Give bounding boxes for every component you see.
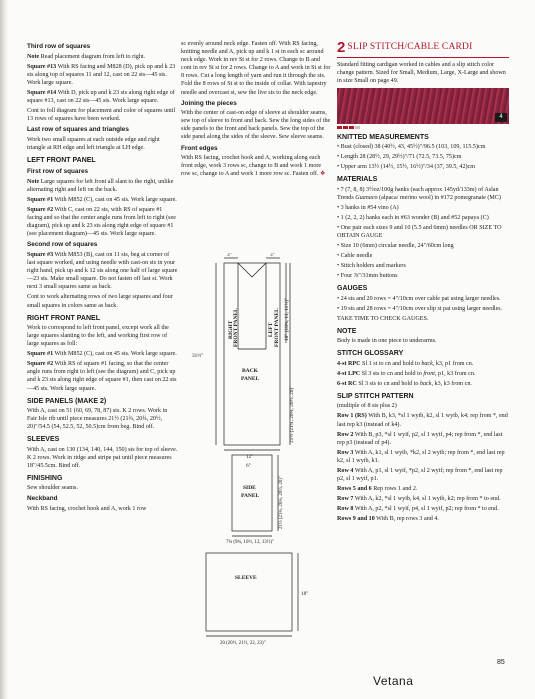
paragraph: Square #14 With D, pick up and k 23 sts along right edge of square #13, cast on 22 sts—45 sts. Work large square. <box>27 89 175 104</box>
paragraph: With RS facing, crochet hook and A, working along each front edge, work 3 rows sc, change to B and work 1 more row sc, change to A and work 1 more row sc. Fasten off. ❖ <box>181 155 326 178</box>
back-panel-outline <box>224 263 280 445</box>
paragraph: (multiple of 8 sts plus 2) <box>337 403 397 410</box>
page-binding-shadow <box>0 0 8 699</box>
heading-slip-stitch-pattern: SLIP STITCH PATTERN <box>337 393 414 401</box>
paragraph: Row 2 With B, p3, *sl 1 wyif, p2, sl 1 wyif, p4; rep from *, end last rep p3 (instead of p4). <box>337 431 503 446</box>
paragraph: Square #1 With M852 (C), cast on 45 sts. Work large square. <box>27 196 177 203</box>
pattern-title-bar <box>337 40 509 58</box>
dim-label: 3" <box>270 253 275 258</box>
column-middle <box>181 40 332 180</box>
neck-line <box>238 263 266 277</box>
list-item: • 24 sts and 20 rows = 4"/10cm over cable pat using larger needles. <box>337 295 501 302</box>
paragraph: Cont to work alternating rows of two large squares and four small squares in colors same as back. <box>27 294 173 309</box>
dim-label: 20 (20½, 21½, 22, 23)" <box>220 641 266 646</box>
heading-neckband: Neckband <box>27 495 58 503</box>
sleeve-outline <box>206 553 292 631</box>
heading-last-row: Last row of squares and triangles <box>27 126 129 134</box>
paragraph: Cont to foll diagram for placement and color of squares until 13 rows of squares have been worked. <box>27 108 176 123</box>
paragraph: Row 1 (RS) With B, k3, *sl 1 wyib, k2, sl 1 wyib, k4; rep from *, end last rep k3 (instead of k4). <box>337 413 508 428</box>
dim-label: 6" <box>246 463 251 469</box>
heading-stitch-glossary: STITCH GLOSSARY <box>337 350 404 358</box>
list-item: • 3 hanks in #54 vino (A) <box>337 204 399 211</box>
page-number: 85 <box>497 659 505 666</box>
diagram-label: BACK <box>242 368 258 374</box>
yarn-swatch-image <box>337 88 509 124</box>
list-item: • 19 sts and 28 rows = 4"/10cm over slip st pat using larger needles. <box>337 305 503 312</box>
paragraph: Row 4 With A, p1, sl 1 wyif, *p2, sl 2 wyif; rep from *, end last rep p2, sl 1 wyif, p1. <box>337 467 503 483</box>
list-item: • 1 (2, 2, 2) hanks each in #63 wonder (B) and #52 papaya (C) <box>337 214 489 221</box>
paragraph: 4-st RPC Sl 1 st to cn and hold to back, k3, p1 from cn. <box>337 360 474 367</box>
list-item: • Four ⅞"/31mm buttons <box>337 273 398 280</box>
list-item: • Size 10 (6mm) circular needle, 24"/60cm long <box>337 243 454 250</box>
diagram-label: PANEL <box>241 376 260 382</box>
paragraph: 4-st LPC Sl 3 sts to cn and hold to front, p1, k3 from cn. <box>337 370 476 377</box>
dim-label: 21½ (21¾, 20¾, 20½, 20)" <box>279 476 284 529</box>
intro-paragraph: Standard fitting cardigan worked in cables and a slip stitch color change pattern. Sized for Small, Medium, Large, X-Large and shown in size Small on page 49. <box>337 62 506 85</box>
list-item: • Length 28 (28½, 29, 29½)"/71 (72.5, 73.5, 75)cm <box>337 154 462 161</box>
paragraph: Rows 9 and 10 With B, rep rows 3 and 4. <box>337 516 439 523</box>
paragraph: sc evenly around neck edge. Fasten off. With RS facing, knitting needle and A, pick up and k 1 st in each sc around neck edge. Work in rev St st for 2 rows. Change to B and cont in rev St st for 2 rows. Change to A and work in St st for 8 rows. Cut a long length of yarn and run it through the sts. Fold the 8 rows of St st to the inside of collar. With tapestry needle and overcast st, sew the live sts to the neck edge. <box>181 41 331 96</box>
heading-gauges: GAUGES <box>337 285 368 293</box>
list-item: • Bust (closed) 38 (40½, 43, 45½)"/96.5 (103, 109, 115.5)cm <box>337 143 486 150</box>
paragraph: Sew shoulder seams. <box>27 485 78 492</box>
heading-front-edges: Front edges <box>181 144 218 152</box>
watermark: Vetana <box>373 674 414 688</box>
paragraph: Square #2 With C, cast on 22 sts, with RS of square #1 facing and so that the center angle runs from left to right (see diagram), pick up and k 23 sts along right edge of square #1 (see placement diagram)—45 sts. Work large square. <box>27 207 176 238</box>
heading-third-row: Third row of squares <box>27 43 91 50</box>
paragraph: Body is made in one piece to underarms. <box>337 338 437 345</box>
paragraph: Row 3 With A, k1, sl 1 wyib, *k2, sl 2 wyib; rep from *, end last rep k2, sl 1 wyib, k1. <box>337 449 505 464</box>
paragraph: 6-st RC Sl 3 sts to cn and hold to back, k3, k3 from cn. <box>337 380 472 387</box>
paragraph: Rows 5 and 6 Rep rows 1 and 2. <box>337 486 418 493</box>
list-item: • One pair each sizes 9 and 10 (5.5 and 6mm) needles OR SIZE TO OBTAIN GAUGE <box>337 224 502 240</box>
diagram-label: FRONT PANEL <box>233 308 239 347</box>
column-left <box>27 40 178 515</box>
diagram-label: PANEL <box>241 493 260 499</box>
schematic-diagram <box>190 253 330 663</box>
paragraph: Row 8 With A, p2, *sl 1 wyif, p4, sl 1 wyif, p2; rep from * to end. <box>337 506 499 513</box>
dim-label: 31½" <box>192 353 204 359</box>
dim-label: 3" <box>227 253 232 258</box>
heading-materials: MATERIALS <box>337 176 378 184</box>
dim-label: 18" <box>301 591 309 597</box>
difficulty-dots <box>337 126 509 128</box>
paragraph: Note Read placement diagram from left to right. <box>27 53 146 60</box>
heading-first-row: First row of squares <box>27 168 89 176</box>
diagram-label: FRONT PANEL <box>274 308 280 347</box>
paragraph: Work two small squares at each outside edge and right triangle at RH edge and left triangle at LH edge. <box>27 136 160 151</box>
paragraph: With RS facing, crochet hook and A, work 1 row <box>27 505 147 512</box>
paragraph: Work to correspond to left front panel, except work all the large squares slanting to the left, and working first row of large squares as foll: <box>27 324 169 348</box>
diagram-label: RIGHT <box>228 320 234 339</box>
paragraph: Square #2 With RS of square #1 facing, so that the center angle runs from right to left (see the diagram) and C, pick up and k 23 sts along right edge of square #1, then cast on 22 sts—45 sts. Work large square. <box>27 361 177 392</box>
paragraph: Note Large squares for left front all slant to the right, unlike alternating right and left on the back. <box>27 178 174 193</box>
paragraph: Square #13 With RS facing and M828 (D), pick up and k 23 sts along top of squares 11 and 12, cast on 22 sts—45 sts. Work large square. <box>27 63 176 86</box>
heading-left-front-panel: LEFT FRONT PANEL <box>27 156 96 164</box>
swatch-tag: 4 <box>495 113 507 122</box>
list-item: • 7 (7, 8, 8) 3½oz/100g hanks (each approx 145yd/133m) of Aslan Trends Guanaco (alpaca/ merino wool) in #172 pomegranate (MC) <box>337 186 501 201</box>
paragraph: With A, cast on 130 (134, 140, 144, 150) sts for top of sleeve. K 2 rows. Work in ridge and stripe pat until piece measures 18"/45.5cm. Bind off. <box>27 446 178 469</box>
paragraph: TAKE TIME TO CHECK GAUGES. <box>337 315 429 322</box>
heading-right-front-panel: RIGHT FRONT PANEL <box>27 314 100 322</box>
pattern-number: 2 <box>337 39 346 56</box>
dim-label: 12" <box>246 454 254 460</box>
dim-label: 7¾ (9¾, 10½, 12, 13½)" <box>226 540 275 545</box>
heading-note: NOTE <box>337 328 357 336</box>
dim-label: 21½ (21¾, 20¾, 20½, 20)" <box>289 385 295 443</box>
diagram-label: SIDE <box>243 485 256 491</box>
diagram-label: SLEEVE <box>235 575 257 581</box>
heading-finishing: FINISHING <box>27 474 63 482</box>
paragraph: With the center of cast-on edge of sleeve at shoulder seams, sew top of sleeve to front and back. Sew the long sides of the side panels to the front and back panels. Sew the top of the side panel along the sides of the sleeve. Sew sleeve seams. <box>181 110 331 141</box>
heading-knitted-measurements: KNITTED MEASUREMENTS <box>337 133 429 141</box>
paragraph: Square #1 With M852 (C), cast on 45 sts. Work large square. <box>27 351 177 358</box>
heading-second-row: Second row of squares <box>27 241 98 249</box>
paragraph: With A, cast on 51 (60, 69, 78, 87) sts. K 2 rows. Work in Fair Isle rib until piece measures 21½ (21¾, 20¾, 20½, 20)"/54.5 (54, 52.5, 52, 50.5)cm from beg. Bind off. <box>27 407 168 431</box>
pattern-title: SLIP STITCH/CABLE CARDI <box>347 42 473 53</box>
heading-joining: Joining the pieces <box>181 99 237 107</box>
list-item: • Cable needle <box>337 253 373 260</box>
list-item: • Stitch holders and markers <box>337 263 406 270</box>
list-item: • Upper arm 13½ (14½, 15½, 16½)"/34 (37, 39.5, 42)cm <box>337 164 475 171</box>
heading-side-panels: SIDE PANELS (MAKE 2) <box>27 397 107 405</box>
paragraph: Square #3 With M853 (B), cast on 11 sts, beg at corner of last square worked, and using needle with cast-on sts in your right hand, pick up and k 12 sts along one half of large square—23 sts. Make small square. Do not fasten off last st. Work next 3 small squares same as back. <box>27 251 178 291</box>
heading-sleeves: SLEEVES <box>27 436 60 444</box>
column-right <box>337 40 509 526</box>
paragraph: Row 7 With A, k2, *sl 1 wyib, k4, sl 1 wyib, k2; rep from * to end. <box>337 496 501 503</box>
diagram-label: LEFT <box>268 322 274 337</box>
dim-label: 10" (10¾, 11, 11½)" <box>284 297 290 341</box>
